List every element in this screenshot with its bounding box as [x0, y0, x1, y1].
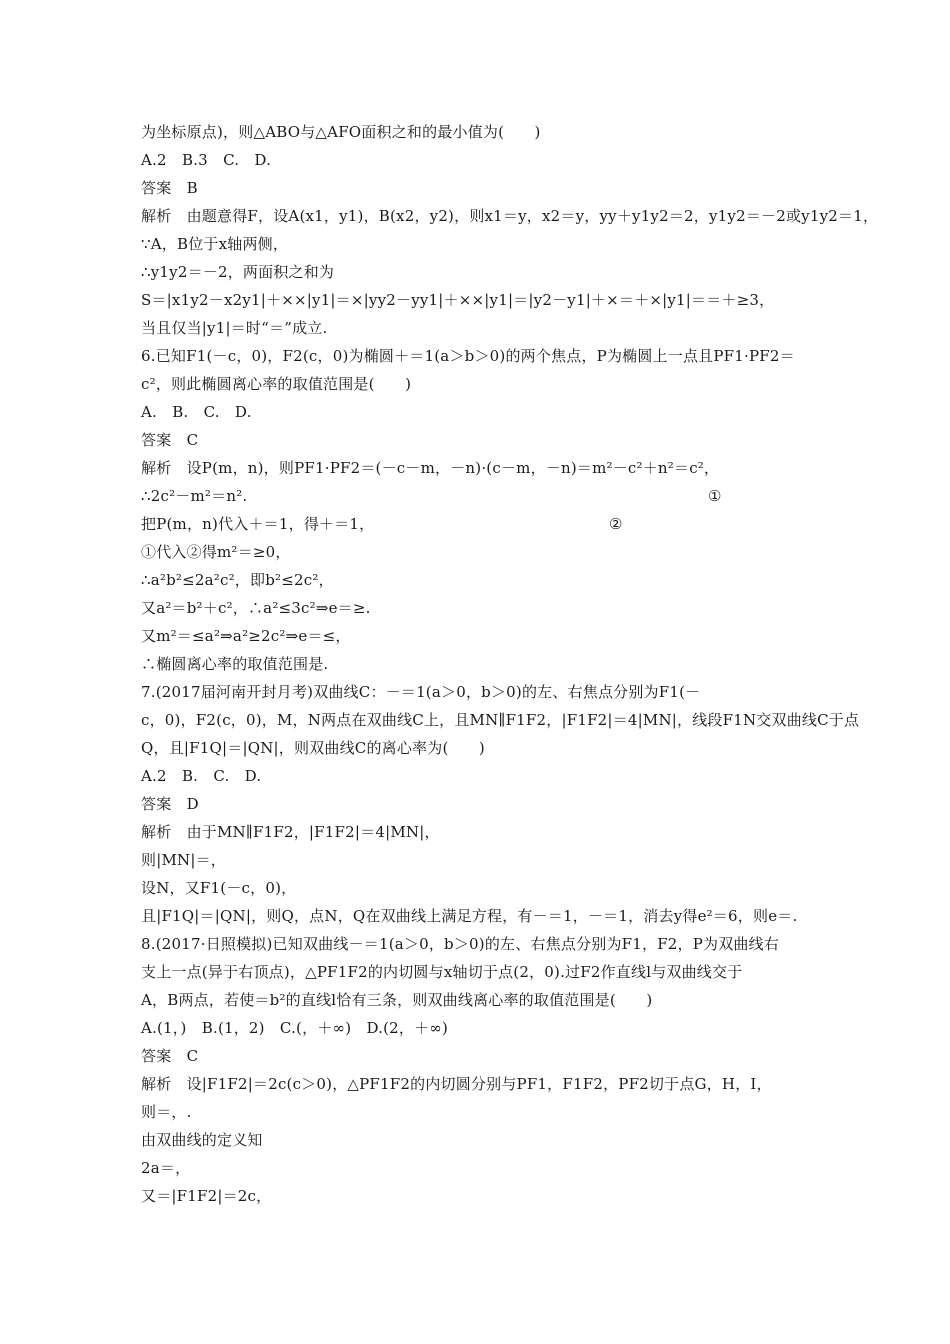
- text-line: A.2 B.3 C. D.: [141, 151, 272, 169]
- text-line: 为坐标原点)，则△ABO与△AFO面积之和的最小值为( ): [141, 123, 541, 141]
- text-line: 支上一点(异于右顶点)，△PF1F2的内切圆与x轴切于点(2，0).过F2作直线l与双曲线交于: [141, 963, 743, 981]
- text-line: A，B两点，若使＝b²的直线l恰有三条，则双曲线离心率的取值范围是( ): [141, 991, 653, 1009]
- text-line: ①代入②得m²＝≥0，: [141, 543, 291, 561]
- text-line: 又a²＝b²＋c²，∴a²≤3c²⇒e＝≥.: [141, 599, 371, 617]
- answer-line: 答案 C: [141, 1047, 199, 1065]
- text-line: 由双曲线的定义知: [141, 1131, 263, 1149]
- text-line: 解析 由于MN∥F1F2，|F1F2|＝4|MN|，: [141, 823, 440, 841]
- question-line: 7.(2017届河南开封月考)双曲线C：－＝1(a＞0，b＞0)的左、右焦点分别为F1(－: [141, 683, 701, 701]
- text-line: Q，且|F1Q|＝|QN|，则双曲线C的离心率为( ): [141, 739, 485, 757]
- text-line: 当且仅当|y1|＝时“＝”成立.: [141, 319, 328, 337]
- question-line: 8.(2017·日照模拟)已知双曲线－＝1(a＞0，b＞0)的左、右焦点分别为F1，F2，P为双曲线右: [141, 935, 780, 953]
- text-line: 且|F1Q|＝|QN|，则Q，点N，Q在双曲线上满足方程，有－＝1，－＝1，消去y得e²＝6，则e＝.: [141, 907, 798, 925]
- text-line: ∵A，B位于x轴两侧，: [141, 235, 289, 253]
- equation-marker: ②: [609, 515, 623, 533]
- text-line: 又＝|F1F2|＝2c，: [141, 1187, 272, 1205]
- options-line: A.2 B. C. D.: [141, 767, 262, 785]
- text-line: 2a＝，: [141, 1159, 191, 1177]
- answer-line: 答案 C: [141, 431, 199, 449]
- text-line: 解析 设|F1F2|＝2c(c＞0)，△PF1F2的内切圆分别与PF1，F1F2，PF2切于点G，H，I，: [141, 1075, 772, 1093]
- text-line: S＝|x1y2－x2y1|＋××|y1|＝×|yy2－yy1|＋××|y1|＝|y2－y1|＋×＝＋×|y1|＝＝＋≥3，: [141, 291, 775, 309]
- options-line: A.(1，) B.(1，2) C.(，＋∞) D.(2，＋∞): [141, 1019, 449, 1037]
- text-line: c，0)，F2(c，0)，M，N两点在双曲线C上，且MN∥F1F2，|F1F2|＝4|MN|，线段F1N交双曲线C于点: [141, 711, 860, 729]
- answer-line: 答案 D: [141, 795, 199, 813]
- text-line: 设N，又F1(－c，0)，: [141, 879, 297, 897]
- question-line: 6.已知F1(－c，0)，F2(c，0)为椭圆＋＝1(a＞b＞0)的两个焦点，P为椭圆上一点且PF1·PF2＝: [141, 347, 795, 365]
- text-line: c²，则此椭圆离心率的取值范围是( ): [141, 375, 412, 393]
- text-line: ∴y1y2＝－2，两面积之和为: [141, 263, 335, 281]
- text-line: ∴2c²－m²＝n².: [141, 487, 248, 505]
- text-line: 把P(m，n)代入＋＝1，得＋＝1，: [141, 515, 375, 533]
- text-line: ∴a²b²≤2a²c²，即b²≤2c²，: [141, 571, 334, 589]
- answer-line: 答案 B: [141, 179, 198, 197]
- text-line: 又m²＝≤a²⇒a²≥2c²⇒e＝≤，: [141, 627, 351, 645]
- options-line: A. B. C. D.: [141, 403, 252, 421]
- text-line: ∴椭圆离心率的取值范围是.: [141, 655, 329, 673]
- text-line: 解析 设P(m，n)，则PF1·PF2＝(－c－m，－n)·(c－m，－n)＝m²－c²＋n²＝c²，: [141, 459, 720, 477]
- equation-marker: ①: [708, 487, 722, 505]
- text-line: 解析 由题意得F，设A(x1，y1)，B(x2，y2)，则x1＝y，x2＝y，yy＋y1y2＝2，y1y2＝－2或y1y2＝1，: [141, 207, 879, 225]
- text-line: 则＝，.: [141, 1103, 192, 1121]
- text-line: 则|MN|＝，: [141, 851, 226, 869]
